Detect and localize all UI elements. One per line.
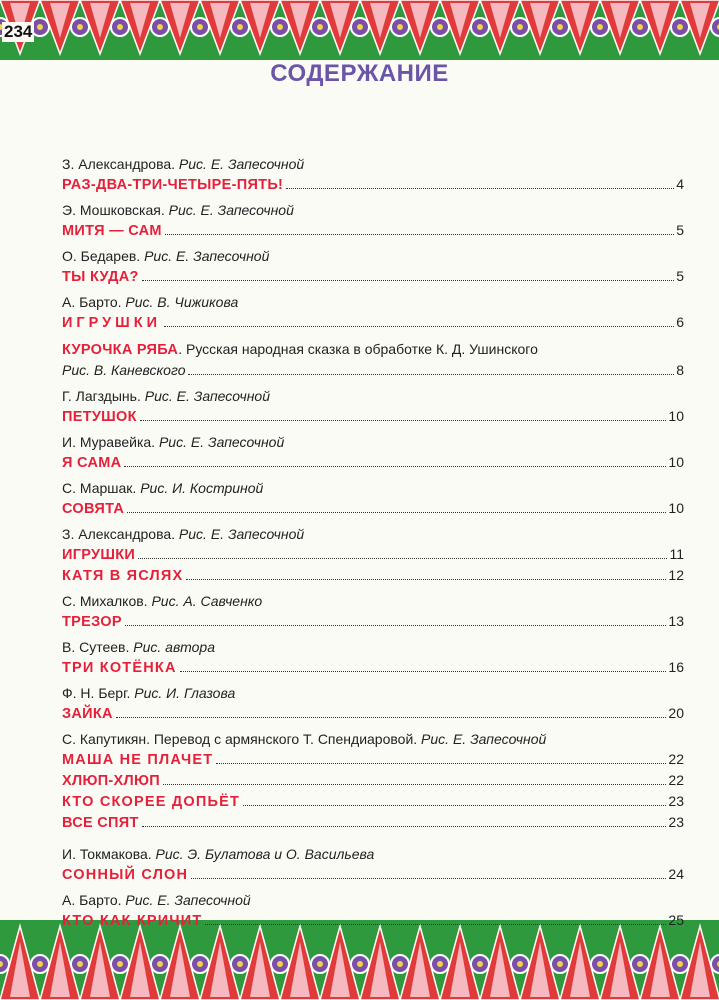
story-title: Я САМА bbox=[62, 455, 122, 471]
ornament-dot bbox=[157, 961, 163, 967]
story-title: МАША НЕ ПЛАЧЕТ bbox=[62, 752, 214, 768]
leader-dots bbox=[286, 188, 674, 189]
toc-entry bbox=[62, 791, 684, 812]
page-ref: 11 bbox=[669, 546, 684, 562]
page-ref: 25 bbox=[668, 912, 684, 928]
page-ref: 5 bbox=[676, 222, 684, 238]
author-line bbox=[62, 684, 684, 703]
ornament-dot bbox=[77, 961, 83, 967]
author-name: А. Барто. bbox=[62, 892, 126, 908]
page-ref: 16 bbox=[668, 659, 684, 675]
author-name: З. Александрова. bbox=[62, 526, 179, 542]
page-ref: 24 bbox=[668, 866, 684, 882]
story-note: . Русская народная сказка в обработке К. Д. Ушинского bbox=[178, 341, 538, 357]
story-title: ИГРУШКИ bbox=[62, 315, 161, 331]
ornament-dot bbox=[557, 24, 563, 30]
toc-entry bbox=[62, 611, 684, 632]
ornament-dot bbox=[597, 961, 603, 967]
author-name: З. Александрова. bbox=[62, 156, 179, 172]
page-ref: 12 bbox=[668, 567, 684, 583]
ornament-dot bbox=[37, 24, 43, 30]
illustrator: Рис. И. Глазова bbox=[134, 685, 236, 701]
ornament-dot bbox=[437, 961, 443, 967]
ornament-dot bbox=[477, 24, 483, 30]
leader-dots bbox=[125, 625, 667, 626]
page-ref: 22 bbox=[668, 751, 684, 767]
ornament-dot bbox=[397, 24, 403, 30]
story-title: РАЗ-ДВА-ТРИ-ЧЕТЫРЕ-ПЯТЬ! bbox=[62, 177, 284, 193]
story-title: ИГРУШКИ bbox=[62, 547, 136, 563]
story-title: ВСЕ СПЯТ bbox=[62, 815, 139, 831]
toc-entry bbox=[62, 812, 684, 833]
ornament-dot bbox=[317, 961, 323, 967]
story-title: КАТЯ В ЯСЛЯХ bbox=[62, 568, 184, 584]
toc-entry bbox=[62, 657, 684, 678]
page-ref: 10 bbox=[668, 454, 684, 470]
author-name: А. Барто. bbox=[62, 294, 126, 310]
author-line bbox=[62, 387, 684, 406]
illustrator: Рис. В. Чижикова bbox=[125, 294, 239, 310]
leader-dots bbox=[163, 784, 666, 785]
page-number: 234 bbox=[4, 22, 33, 41]
page-ref: 10 bbox=[668, 408, 684, 424]
author-name: С. Капутикян. Перевод с армянского Т. Спендиаровой. bbox=[62, 731, 422, 747]
story-title: КТО СКОРЕЕ ДОПЬЁТ bbox=[62, 794, 241, 810]
story-title: ТЫ КУДА? bbox=[62, 269, 139, 285]
toc-entry bbox=[62, 266, 684, 287]
toc-entry bbox=[62, 406, 684, 427]
ornament-dot bbox=[477, 961, 483, 967]
illustrator: Рис. Е. Запесочной bbox=[158, 434, 285, 450]
story-title: ЗАЙКА bbox=[62, 706, 113, 722]
toc-entry bbox=[62, 220, 684, 241]
leader-dots bbox=[188, 374, 674, 375]
author-name: Э. Мошковская. bbox=[62, 202, 169, 218]
page-ref: 8 bbox=[676, 362, 684, 378]
page-ref: 23 bbox=[668, 814, 684, 830]
illustrator: Рис. автора bbox=[133, 639, 215, 655]
leader-dots bbox=[142, 826, 667, 827]
toc-entry bbox=[62, 498, 684, 519]
author-name: О. Бедарев. bbox=[62, 248, 145, 264]
ornament-dot bbox=[357, 961, 363, 967]
ornament-dot bbox=[117, 961, 123, 967]
author-name: С. Михалков. bbox=[62, 593, 152, 609]
author-line bbox=[62, 155, 684, 174]
leader-dots bbox=[124, 466, 666, 467]
story-title: ТРЕЗОР bbox=[62, 614, 122, 630]
leader-dots bbox=[142, 280, 675, 281]
toc-entry bbox=[62, 565, 684, 586]
author-line bbox=[62, 592, 684, 611]
ornament-dot bbox=[117, 24, 123, 30]
ornament-dot bbox=[77, 24, 83, 30]
top-ornament-border bbox=[0, 0, 719, 60]
story-title: ПЕТУШОК bbox=[62, 409, 137, 425]
story-title: КУРОЧКА РЯБА bbox=[62, 342, 179, 358]
illustrator: Рис. В. Каневского bbox=[62, 362, 186, 378]
story-title: СОННЫЙ СЛОН bbox=[62, 867, 189, 883]
leader-dots bbox=[116, 717, 667, 718]
page-ref: 10 bbox=[668, 500, 684, 516]
author-line bbox=[62, 201, 684, 220]
page-ref: 4 bbox=[676, 176, 684, 192]
author-line bbox=[62, 525, 684, 544]
leader-dots bbox=[164, 326, 674, 327]
illustrator: Рис. Е. Запесочной bbox=[168, 202, 294, 218]
ornament-dot bbox=[157, 24, 163, 30]
illustrator: Рис. Э. Булатова и О. Васильева bbox=[155, 846, 375, 862]
story-title: СОВЯТА bbox=[62, 501, 125, 517]
illustrator: Рис. Е. Запесочной bbox=[178, 526, 305, 542]
toc-entry bbox=[62, 703, 684, 724]
toc-entry bbox=[62, 312, 684, 333]
author-name: С. Маршак. bbox=[62, 480, 141, 496]
author-line bbox=[62, 293, 684, 312]
ornament-dot bbox=[597, 24, 603, 30]
author-line bbox=[62, 891, 684, 910]
ornament-dot bbox=[197, 961, 203, 967]
spacer bbox=[62, 833, 684, 845]
illustrator: Рис. Е. Запесочной bbox=[144, 248, 270, 264]
ornament-dot bbox=[277, 961, 283, 967]
story-title: КТО КАК КРИЧИТ bbox=[62, 913, 203, 929]
ornament-dot bbox=[317, 24, 323, 30]
story-title: ХЛЮП-ХЛЮП bbox=[62, 773, 160, 789]
ornament-dot bbox=[397, 961, 403, 967]
illustrator: Рис. Е. Запесочной bbox=[144, 388, 270, 404]
toc-entry bbox=[62, 452, 684, 473]
story-title: ТРИ КОТЁНКА bbox=[62, 660, 177, 676]
illustrator: Рис. Е. Запесочной bbox=[421, 731, 547, 747]
ornament-dot bbox=[677, 24, 683, 30]
page-ref: 23 bbox=[668, 793, 684, 809]
page-ref: 5 bbox=[676, 268, 684, 284]
ornament-dot bbox=[637, 24, 643, 30]
toc-entry bbox=[62, 544, 684, 565]
ornament-dot bbox=[677, 961, 683, 967]
ornament-dot bbox=[557, 961, 563, 967]
toc-entry bbox=[62, 360, 684, 381]
toc-entry bbox=[62, 749, 684, 770]
illustrator: Рис. Е. Запесочной bbox=[178, 156, 305, 172]
leader-dots bbox=[180, 671, 667, 672]
leader-dots bbox=[127, 512, 666, 513]
ornament-dot bbox=[637, 961, 643, 967]
ornament-dot bbox=[197, 24, 203, 30]
table-of-contents bbox=[62, 155, 684, 937]
ornament-dot bbox=[517, 961, 523, 967]
ornament-dot bbox=[517, 24, 523, 30]
leader-dots bbox=[191, 878, 666, 879]
leader-dots bbox=[140, 420, 667, 421]
leader-dots bbox=[138, 558, 667, 559]
leader-dots bbox=[205, 924, 666, 925]
leader-dots bbox=[243, 805, 666, 806]
author-line bbox=[62, 730, 684, 749]
author-name: Ф. Н. Берг. bbox=[62, 685, 135, 701]
author-line bbox=[62, 638, 684, 657]
leader-dots bbox=[165, 234, 674, 235]
author-name: И. Муравейка. bbox=[62, 434, 159, 450]
page-ref: 6 bbox=[676, 314, 684, 330]
author-name: И. Токмакова. bbox=[62, 846, 156, 862]
toc-entry bbox=[62, 770, 684, 791]
story-title: МИТЯ — САМ bbox=[62, 223, 162, 239]
illustrator: Рис. И. Костриной bbox=[140, 480, 264, 496]
toc-entry bbox=[62, 910, 684, 931]
author-line bbox=[62, 479, 684, 498]
author-line bbox=[62, 845, 684, 864]
leader-dots bbox=[186, 579, 666, 580]
toc-entry bbox=[62, 174, 684, 195]
toc-entry bbox=[62, 864, 684, 885]
leader-dots bbox=[216, 763, 666, 764]
page-ref: 20 bbox=[668, 705, 684, 721]
ornament-dot bbox=[437, 24, 443, 30]
page-ref: 13 bbox=[668, 613, 684, 629]
ornament-dot bbox=[357, 24, 363, 30]
author-name: Г. Лагздынь. bbox=[62, 388, 145, 404]
illustrator: Рис. Е. Запесочной bbox=[125, 892, 251, 908]
author-line bbox=[62, 247, 684, 266]
toc-entry bbox=[62, 339, 684, 360]
author-line bbox=[62, 433, 684, 452]
ornament-dot bbox=[277, 24, 283, 30]
page-title: СОДЕРЖАНИЕ bbox=[270, 60, 449, 87]
page-ref: 22 bbox=[668, 772, 684, 788]
ornament-dot bbox=[237, 961, 243, 967]
ornament-dot bbox=[37, 961, 43, 967]
ornament-dot bbox=[237, 24, 243, 30]
author-name: В. Сутеев. bbox=[62, 639, 134, 655]
illustrator: Рис. А. Савченко bbox=[151, 593, 263, 609]
